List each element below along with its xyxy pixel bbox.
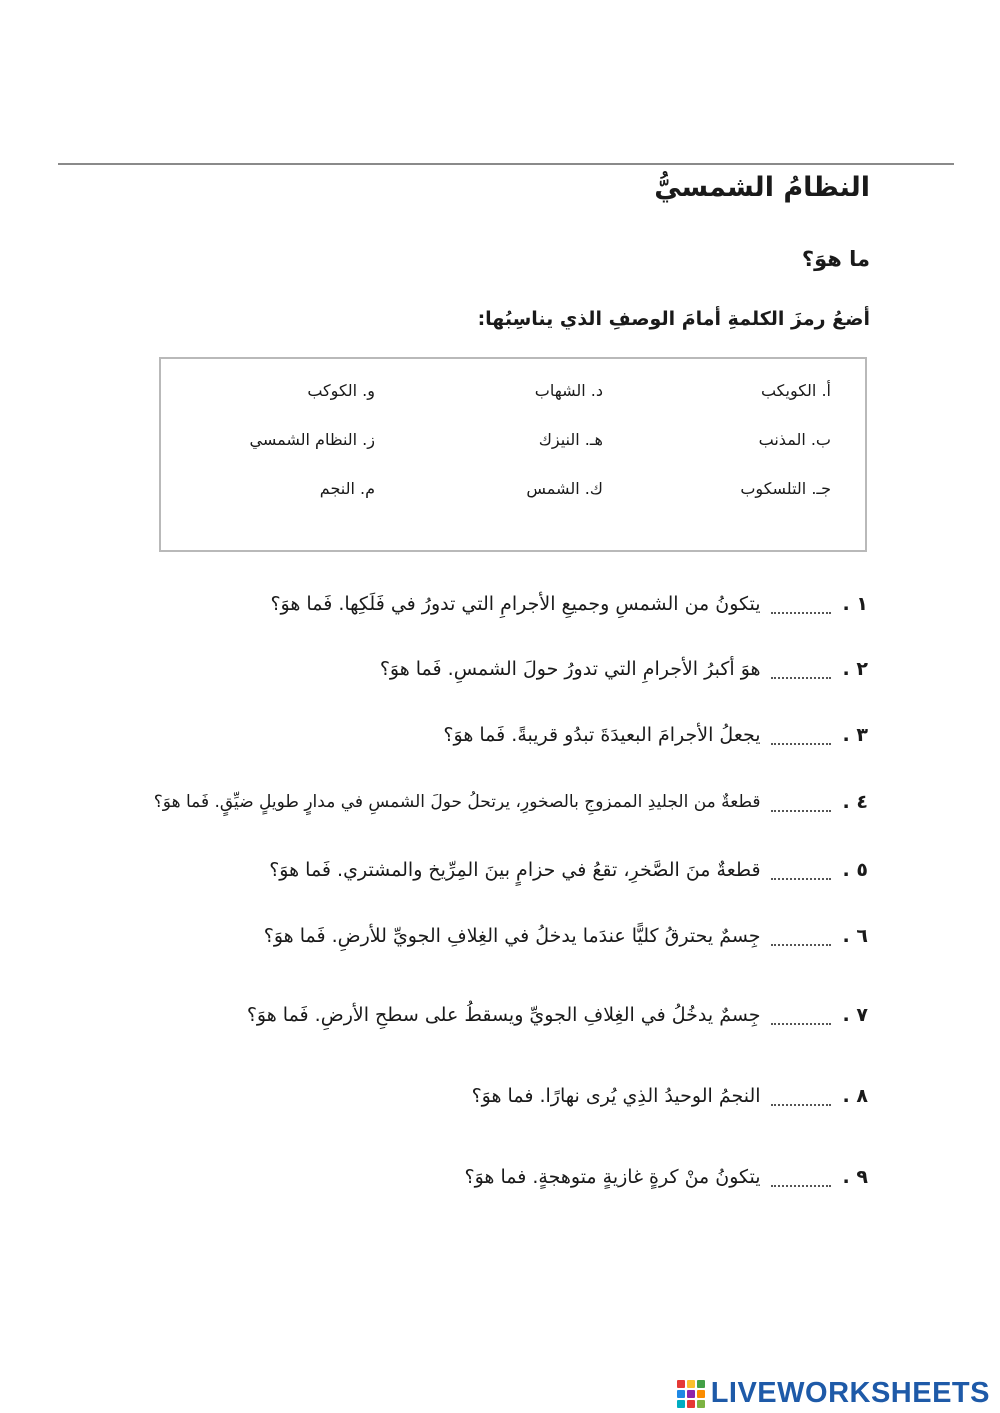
question-row xyxy=(247,993,868,1037)
question-text: هوَ أكبرُ الأجرامِ التي تدورُ حولَ الشمسِ. فَما هوَ؟ xyxy=(379,658,761,680)
word-bank-item: أ. الكويكب xyxy=(760,381,831,400)
question-text: جِسمٌ يدخُلُ في الغِلافِ الجويِّ ويسقطُ على سطحِ الأرضِ. فَما هوَ؟ xyxy=(246,1004,761,1026)
page-title: النظامُ الشمسيُّ xyxy=(654,172,870,203)
question-text: يجعلُ الأجرامَ البعيدَةَ تبدُو قريبةً. فَما هوَ؟ xyxy=(443,724,761,746)
answer-blank[interactable] xyxy=(771,1005,831,1025)
liveworksheets-logo[interactable] xyxy=(677,1377,990,1409)
question-row xyxy=(264,914,868,958)
question-row xyxy=(465,1155,868,1199)
question-text: النجمُ الوحيدُ الذِي يُرى نهارًا. فما هوَ؟ xyxy=(471,1085,761,1107)
question-number: ٢ . xyxy=(842,658,868,680)
answer-blank[interactable] xyxy=(771,725,831,745)
answer-blank[interactable] xyxy=(771,926,831,946)
question-number: ٩ . xyxy=(842,1166,868,1188)
answer-blank[interactable] xyxy=(771,1167,831,1187)
question-row xyxy=(380,647,868,691)
word-bank-item: ز. النظام الشمسي xyxy=(249,430,375,449)
question-number: ٦ . xyxy=(842,925,868,947)
question-text: جِسمٌ يحترقُ كليًّا عندَما يدخلُ في الغِلافِ الجويِّ للأرضِ. فَما هوَ؟ xyxy=(263,925,761,947)
question-text: يتكونُ من الشمسِ وجميعِ الأجرامِ التي تدورُ في فَلَكِها. فَما هوَ؟ xyxy=(270,593,761,615)
question-text: قطعةٌ منَ الصَّخرِ، تقعُ في حزامٍ بينَ المِرِّيخ والمشتري. فَما هوَ؟ xyxy=(269,859,761,881)
answer-blank[interactable] xyxy=(771,792,831,812)
question-number: ١ . xyxy=(842,593,868,615)
question-row xyxy=(472,1074,868,1118)
answer-blank[interactable] xyxy=(771,659,831,679)
top-divider xyxy=(58,163,954,165)
question-number: ٥ . xyxy=(842,859,868,881)
answer-blank[interactable] xyxy=(771,594,831,614)
question-row xyxy=(154,780,868,824)
question-number: ٣ . xyxy=(842,724,868,746)
question-row xyxy=(443,713,868,757)
word-bank-item: د. الشهاب xyxy=(534,381,603,400)
word-bank-item: جـ. التلسكوب xyxy=(740,479,831,498)
question-text: يتكونُ منْ كرةٍ غازيةٍ متوهجةٍ. فما هوَ؟ xyxy=(464,1166,761,1188)
question-number: ٨ . xyxy=(842,1085,868,1107)
question-row xyxy=(269,848,868,892)
answer-blank[interactable] xyxy=(771,860,831,880)
question-text: قطعةٌ من الجليدِ الممزوجِ بالصخورِ، يرتحلُ حولَ الشمسِ في مدارٍ طويلٍ ضيِّقٍ. فَما هوَ؟ xyxy=(153,792,761,812)
question-number: ٧ . xyxy=(842,1004,868,1026)
logo-text: LIVEWORKSHEETS xyxy=(710,1376,990,1409)
word-bank-item: م. النجم xyxy=(319,479,375,498)
word-bank-item: ب. المذنب xyxy=(758,430,831,449)
word-bank-box xyxy=(159,357,867,552)
word-bank-item: و. الكوكب xyxy=(307,381,375,400)
question-row xyxy=(270,582,868,626)
instruction-text: أضعُ رمزَ الكلمةِ أمامَ الوصفِ الذي يناسِبُها: xyxy=(477,308,870,330)
question-number: ٤ . xyxy=(842,791,868,813)
word-bank-item: هـ. النيزك xyxy=(538,430,603,449)
logo-grid-icon xyxy=(677,1380,707,1406)
section-subtitle: ما هوَ؟ xyxy=(801,247,870,271)
word-bank-item: ك. الشمس xyxy=(526,479,603,498)
answer-blank[interactable] xyxy=(771,1086,831,1106)
